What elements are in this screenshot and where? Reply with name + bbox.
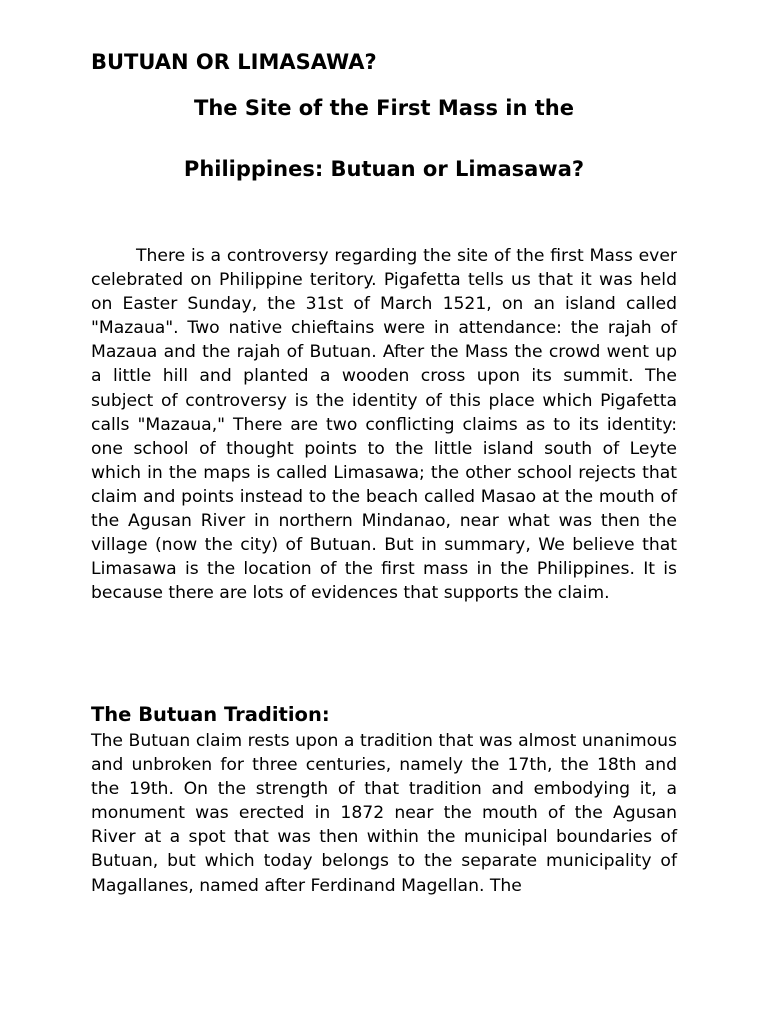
document-title-line-1: The Site of the First Mass in the [194,96,574,120]
intro-paragraph: There is a controversy regarding the site of the first Mass ever celebrated on Philippine teritory. Pigafetta tells us that it was held on Easter Sunday, the 31st of March 1521, on an island called "Mazaua". Two native chieftains were in attendance: the rajah of Mazaua and the rajah of Butuan. After the Mass the crowd went up a little hill and planted a wooden cross upon its summit. The subject of controversy is the identity of this place which Pigafetta calls "Mazaua," There are two conflicting claims as to its identity: one school of thought points to the little island south of Leyte which in the maps is called Limasawa; the other school rejects that claim and points instead to the beach called Masao at the mouth of the Agusan River in northern Mindanao, near what was then the village (now the city) of Butuan. But in summary, We believe that Limasawa is the location of the first mass in the Philippines. It is because there are lots of evidences that supports the claim. [91,246,677,604]
document-title-line-2: Philippines: Butuan or Limasawa? [183,157,585,181]
section-heading-butuan-tradition: The Butuan Tradition: [91,703,330,726]
document-heading: BUTUAN OR LIMASAWA? [91,50,377,74]
section-paragraph-butuan-tradition: The Butuan claim rests upon a tradition that was almost unanimous and unbroken for three centuries, namely the 17th, the 18th and the 19th. On the strength of that tradition and embodying it, a monument was erected in 1872 near the mouth of the Agusan River at a spot that was then within the municipal boundaries of Butuan, but which today belongs to the separate municipality of Magallanes, named after Ferdinand Magellan. The [91,731,677,896]
